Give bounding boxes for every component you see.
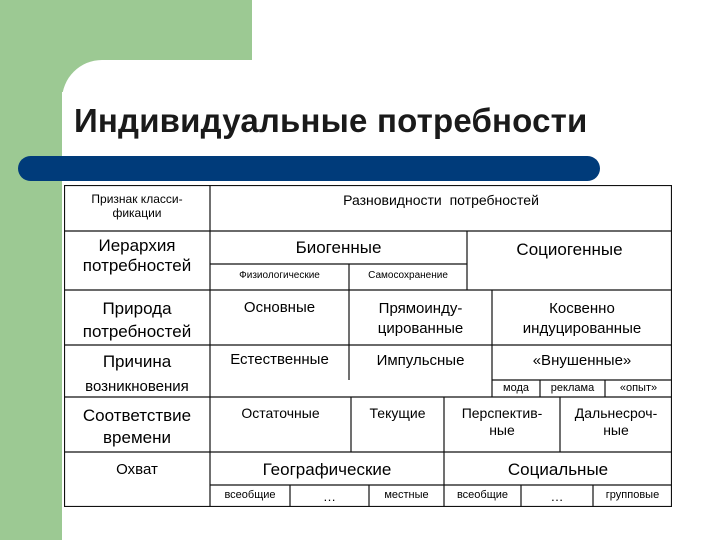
group-label: групповые: [605, 489, 660, 501]
biogenic-needs: Биогенные: [295, 238, 382, 257]
col1-header-line1: Признак класси-: [91, 192, 183, 206]
ellipsis-social: …: [550, 489, 564, 504]
fashion-label: мода: [503, 382, 529, 394]
row-label-time-line2: времени: [103, 428, 171, 448]
directly-induced-line2: цированные: [377, 319, 464, 337]
row-label-cause-line1: Причина: [102, 352, 172, 371]
col1-header-line2: фикации: [112, 206, 162, 221]
indirectly-induced-line1: Косвенно: [549, 300, 615, 317]
physiological-needs: Физиологические: [239, 270, 320, 281]
impulsive-needs: Импульсные: [376, 352, 465, 369]
prospective-line1: Перспектив-: [461, 405, 543, 421]
row-label-nature-line1: Природа: [102, 299, 172, 318]
sociogenic-needs: Социогенные: [516, 240, 623, 259]
universal-geo-label: всеобщие: [224, 489, 276, 501]
row-label-hierarchy-line1: Иерархия: [98, 236, 176, 255]
col1-header: [70, 192, 204, 221]
indirectly-induced-needs: [492, 299, 672, 338]
row-label-hierarchy: [64, 236, 210, 277]
long-term-needs: [560, 405, 672, 439]
basic-needs: Основные: [243, 299, 316, 316]
row-label-nature-line2: потребностей: [82, 321, 192, 341]
directly-induced-needs: [349, 299, 492, 338]
row-label-nature: [64, 298, 210, 344]
self-preservation-needs: Самосохранение: [368, 270, 448, 281]
decorative-green-strip: [0, 0, 62, 540]
needs-varieties-header: Разновидности потребностей: [343, 192, 539, 208]
prospective-needs: [444, 405, 560, 439]
row-label-time: [64, 405, 210, 449]
slide-title: Индивидуальные потребности: [74, 102, 588, 139]
ellipsis-geo: …: [323, 489, 336, 504]
local-label: местные: [384, 489, 429, 501]
row-label-time-line1: Соответствие: [82, 406, 192, 425]
title-underline-bar: [18, 156, 600, 181]
residual-needs: Остаточные: [241, 405, 320, 421]
long-term-line1: Дальнесроч-: [574, 405, 658, 421]
social-needs: Социальные: [507, 460, 609, 479]
experience-label: «опыт»: [619, 382, 658, 394]
row-label-hierarchy-line2: потребностей: [82, 256, 192, 276]
row-label-cause-line2: возникновения: [85, 378, 189, 395]
long-term-line2: ные: [603, 421, 629, 438]
prospective-line2: ные: [489, 421, 515, 438]
needs-table-grid: [64, 185, 672, 507]
natural-needs: Естественные: [230, 351, 329, 368]
advertising-label: реклама: [550, 382, 595, 394]
geographic-needs: Географические: [262, 460, 392, 479]
current-needs: Текущие: [369, 405, 426, 421]
suggested-needs: «Внушенные»: [532, 352, 632, 369]
universal-social-label: всеобщие: [456, 489, 509, 501]
directly-induced-line1: Прямоинду-: [378, 300, 463, 317]
table-border: [65, 186, 672, 507]
indirectly-induced-line2: индуцированные: [522, 319, 642, 337]
row-label-coverage: Охват: [116, 461, 158, 478]
